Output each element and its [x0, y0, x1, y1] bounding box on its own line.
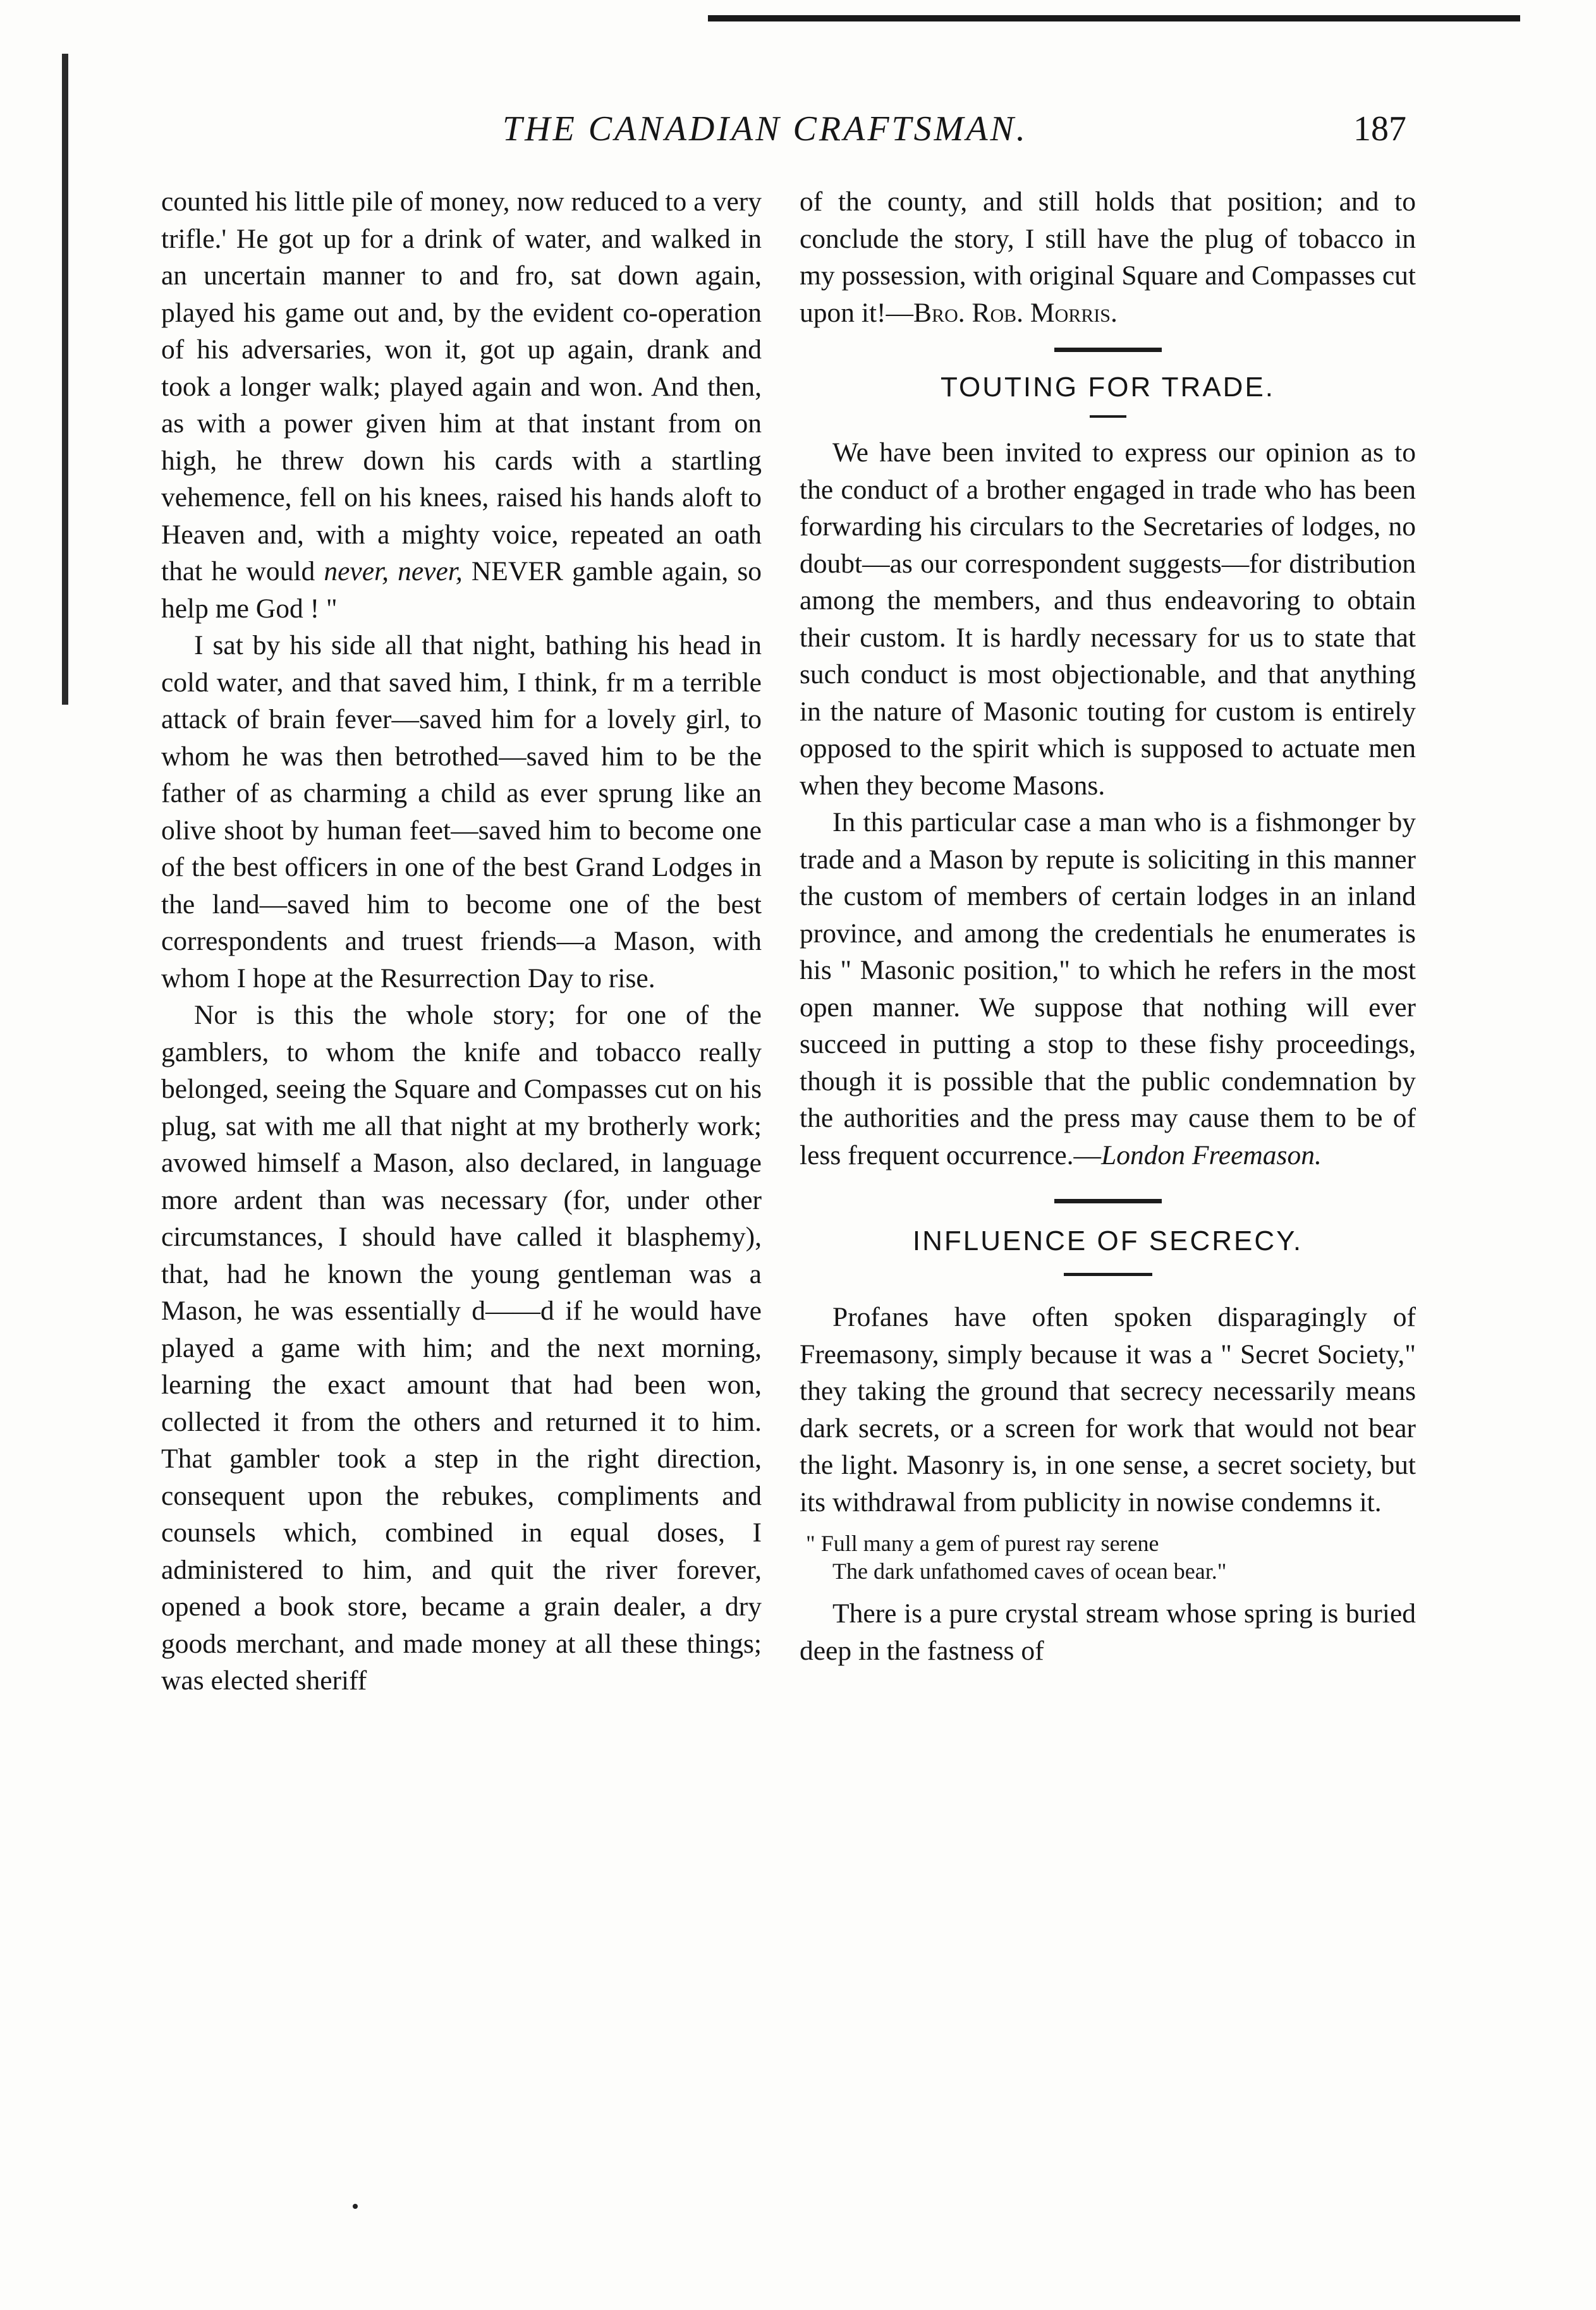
paragraph: There is a pure crystal stream whose spring is buried deep in the fastness of — [800, 1598, 1416, 1666]
section-heading: INFLUENCE OF SECRECY. — [912, 1225, 1303, 1256]
left-column — [161, 183, 762, 1699]
oath-word: NEVER — [471, 556, 563, 587]
section-heading: TOUTING FOR TRADE. — [940, 372, 1276, 403]
paragraph — [800, 183, 1416, 331]
print-speck — [353, 2204, 358, 2209]
paragraph: Profanes have often spoken disparagingly of Freemasony, simply because it was a " Secret Society," they taking the ground that secrecy necessarily means dark secrets, or a screen for work that would not bear the light. Masonry is, in one sense, a secret society, but its withdrawal from publicity in nowise condemns it. — [800, 1302, 1416, 1517]
verse-line: The dark unfathomed caves of ocean bear." — [832, 1559, 1227, 1584]
paragraph — [800, 804, 1416, 1174]
source-citation: London Freemason. — [1101, 1140, 1322, 1170]
heading-rule — [1090, 415, 1126, 418]
paragraph-text: of the county, and still holds that position; and to conclude the story, I still have the plug of tobacco in my possession, with original Square and Compasses cut upon it!— — [800, 186, 1416, 328]
paragraph: We have been invited to express our opinion as to the conduct of a brother engaged in trade who has been forwarding his circulars to the Secretaries of lodges, no doubt—as our correspondent suggests—for distribution among the members, and thus endeavoring to obtain their custom. It is hardly necessary for us to state that such conduct is most objectionable, and that anything in the nature of Masonic touting for custom is entirely opposed to the spirit which is supposed to actuate men when they become Masons. — [800, 437, 1416, 801]
section-divider — [1054, 348, 1162, 352]
verse-line: " Full many a gem of purest ray serene — [806, 1531, 1159, 1556]
top-rule — [708, 13, 1520, 21]
running-head — [168, 109, 1406, 159]
running-title: THE CANADIAN CRAFTSMAN. — [503, 109, 1028, 149]
binding-mark — [62, 54, 68, 705]
section-divider — [1054, 1199, 1162, 1203]
oath-word: never, — [398, 556, 463, 587]
paragraph-text: counted his little pile of money, now reduced to a very trifle.' He got up for a drink of water, and walked in an uncertain manner to and fro, sat down again, played his game out and, by the evident co-operation of his adversaries, won it, got up again, drank and took a longer walk; played again and won. And then, as with a power given him at that instant from on high, he threw down his cards with a startling vehemence, fell on his knees, raised his hands aloft to Heaven and, with a mighty voice, repeated an oath that he would — [161, 186, 762, 587]
paragraph: I sat by his side all that night, bathing his head in cold water, and that saved him, I think, fr m a terrible attack of brain fever—saved him for a lovely girl, to whom he was then betrothed—saved him to be the father of as charming a child as ever sprung like an olive shoot by human feet—saved him to become one of the best officers in one of the best Grand Lodges in the land—saved him to become one of the best correspondents and truest friends—a Mason, with whom I hope at the Resurrection Day to rise. — [161, 630, 762, 994]
paragraph-text: gamble again, so help me God ! " — [161, 556, 762, 624]
paragraph — [161, 183, 762, 627]
oath-word: never, — [324, 556, 389, 587]
right-column — [800, 183, 1416, 1669]
page-number: 187 — [1353, 109, 1406, 149]
paragraph-text: In this particular case a man who is a fishmonger by trade and a Mason by repute is soliciting in this manner the custom of members of certain lodges in an inland province, and among the credentials he enumerates is his " Masonic position," to which he refers in the most open manner. We suppose that nothing will ever succeed in putting a stop to these fishy proceedings, though it is possible that the public condemnation by the authorities and the press may cause them to be of less frequent occurrence.— — [800, 807, 1416, 1170]
quoted-verse — [806, 1529, 1416, 1585]
author-signature: Bro. Rob. Morris. — [913, 297, 1118, 328]
heading-rule — [1064, 1273, 1152, 1276]
paragraph: Nor is this the whole story; for one of the gamblers, to whom the knife and tobacco really belonged, seeing the Square and Compasses cut on his plug, sat with me all that night at my brotherly work; avowed himself a Mason, also declared, in language more ardent than was necessary (for, under other circumstances, I should have called it blasphemy), that, had he known the young gentleman was a Mason, he was essentially d——d if he would have played a game with him; and the next morning, learning the exact amount that had been won, collected it from the others and returned it to him. That gambler took a step in the right direction, consequent upon the rebukes, compliments and counsels which, combined in equal doses, I administered to him, and quit the river forever, opened a book store, became a grain dealer, a dry goods merchant, and made money at all these things; was elected sheriff — [161, 1000, 762, 1696]
